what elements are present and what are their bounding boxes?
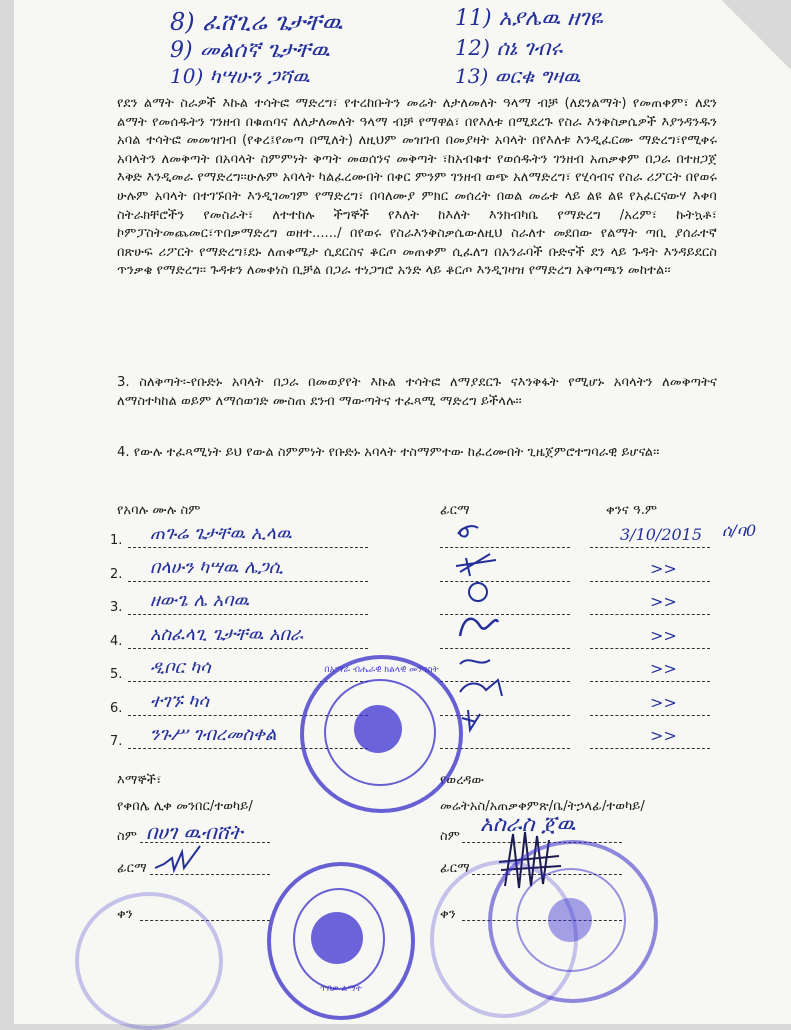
witnesses-heading: እማኞች፣ (117, 773, 162, 788)
member-date: >> (650, 659, 677, 678)
member-name: ንጉሥ ገብረመስቀል (150, 724, 277, 745)
member-date: >> (650, 592, 677, 611)
member-date-note: ሰ/ባ0 (722, 521, 757, 540)
member-name: ጠጉሬ ጌታቸዉ ኢላዉ (150, 523, 292, 544)
faint-seal-left (75, 892, 223, 1030)
member-number: 6. (110, 701, 123, 716)
member-name: በላሁን ካሣዉ ሌጋሲ (150, 557, 283, 578)
handwritten-name-9: 9) መልሰኛ ጌታቸዉ (170, 38, 330, 63)
member-date: >> (650, 726, 677, 745)
member-name: ተገኙ ካሳ (150, 691, 209, 712)
member-name-line (128, 648, 368, 649)
member-number: 5. (110, 667, 123, 682)
kebele-name-label: ስም (117, 829, 138, 844)
member-number: 1. (110, 533, 123, 548)
woreda-sign-label: ፊርማ (440, 861, 470, 876)
member-name: አስፈላጊ ጌታቸዉ አበራ (150, 624, 303, 645)
member-date: >> (650, 693, 677, 712)
member-number: 3. (110, 600, 123, 615)
woreda-office-label: መሬትአስ/አጠቃቀምጽ/ቤ/ትኃላፊ/ተወካይ/ (440, 799, 645, 814)
member-name-line (128, 614, 368, 615)
member-name-line (128, 547, 368, 548)
official-seal-center: በአማራ ብሔራዊ ክልላዊ መንግስት (300, 655, 463, 813)
official-seal-bottom: ጥበቃ ልማት (267, 862, 415, 1020)
member-date: >> (650, 559, 677, 578)
member-date: >> (650, 626, 677, 645)
official-seal-right (488, 840, 658, 1003)
kebele-signature-scribble (150, 840, 210, 880)
woreda-date-label: ቀን (440, 907, 456, 922)
woreda-name-label: ስም (440, 829, 461, 844)
section-3-penalty: 3. ስለቅጣት፡-የቡድኑ አባላት በጋራ በመወያየት እኩል ተሳትፎ ለማያደርጉ ናእንቅፋት የሚሆኑ አባላትን ለመቅጣትና ለማስተካከል ወይም ለማሰወገድ ሙስጠ ደንብ ማውጣትና ተፈጻሚ ማድረግ ይችላሉ፡፡ (117, 375, 717, 409)
header-member-name: የአባሉ ሙሉ ስም (117, 503, 201, 518)
handwritten-name-10: 10) ካሣሁን ጋሻዉ (170, 64, 310, 88)
body-paragraph: የደን ልማት ስራዎች እኩል ተሳትፎ ማድረግ፣ የተረከቡትን መሬት ለታለመለት ዓላማ ብቻ (ለደንልማት) የመጠቀም፣ ለደን ልማት የመሰዱትን ገንዘብ በቁጠባና ለለታለመለት ዓላማ ብቻ የማዋል፣ በየእለቱ በሚደረጉ የስራ እንቅስቃሴዎች እያንዳንዱን አባል ተሳትፎ መመዝገብ (የቀረ፤የመጣ በሚለት) ለዚህም መዝገብ በመያዛት አባላት በየእለቱ እንዲፈርሙ ማድረግ፣የሚቀሩ አባላትን ለመቅጣት በአባላት ስምምነት ቅጣት መወሰንና መቅጣት ፣ከአብቁተ የወሰዱትን ገንዘብ አጠቃቀም በጋራ በተዘጋጀ እቅድ እንዲመራ የማድረግ፡፡ሁሉም አባላት ካልፈረሙበት በቀር ምንም ገንዘብ ወጭ አለማድረግ፣ የሂሳብና የስራ ሪፖርት በየወሩ ሁሉም አባላት በተገኙበት እንዲገመገም የማድረግ፣ በባለሙያ ምክር መሰረት በወል መሬቱ ላይ ልዩ ልዩ የአፈርናውሃ እቀባ ስትራክቸሮችን የመስራት፣ ለተተከሉ ችግኞች የእለት ከእለት እንክብካቤ የማድረግ /አረም፣ ኩትኳቶ፣ ኮምፓስትመጨመር፣ጥበቃማድረግ ወዘተ....../ በየወሩ የስራእንቅስቃሴውለዚህ ስራለተ መደበው የልማት ጣቢ ያሰራተኛ በጽሁፍ ሪፖርት የማድረግ፤ደኑ ለጠቀሜታ ሲደርስና ቆርጦ መጠቀም ሲፈለግ በአንራባች ቡድኖች ደን ላይ ጉዳት እንዳይደርስ ጥንቃቄ የማድረግ፡፡ ጉዳቱን ለመቀነስ ቢቻል በጋራ ተነጋግሮ አንድ ላይ ቆርጦ እንዲገዛዝ የማድረግ አቅጣጫን መከተል፡፡ (117, 96, 717, 279)
member-name: ዘውጌ ሌ አባዉ (150, 590, 250, 611)
section-4-validity: 4. የውሉ ተፈጻሚነት ይህ የውል ስምምነት የቡድኑ አባላት ተስማምተው ከፈረሙበት ጊዜጀምሮተግባራዊ ይሆናል፡፡ (117, 445, 660, 460)
woreda-name-value: አስራስ ጀዉ (480, 812, 576, 837)
handwritten-name-12: 12) ሰኔ ገብሩ (455, 36, 563, 60)
woreda-heading: የወረዳው (440, 773, 485, 788)
member-date-line (590, 748, 710, 749)
header-date: ቀንና ዓ.ም (606, 503, 658, 518)
member-date: 3/10/2015 (620, 525, 703, 544)
kebele-chair-label: የቀበሌ ሊቀ መንበር/ተወካይ/ (117, 799, 253, 814)
kebele-name-value: በሀገ ዉብሸት (146, 820, 243, 844)
member-number: 2. (110, 567, 123, 582)
handwritten-name-8: 8) ፈሸጊሬ ጌታቸዉ (170, 8, 343, 36)
handwritten-name-13: 13) ወርቁ ግዛዉ (455, 64, 581, 88)
member-number: 4. (110, 634, 123, 649)
handwritten-name-11: 11) አያሌዉ ዘገዬ (455, 6, 603, 31)
member-number: 7. (110, 734, 123, 749)
member-name-line (128, 581, 368, 582)
kebele-sign-label: ፊርማ (117, 861, 147, 876)
member-signatures (450, 514, 630, 734)
member-name: ዲቦር ካሳ (150, 657, 211, 678)
kebele-date-label: ቀን (117, 907, 133, 922)
header-signature: ፊርማ (440, 503, 470, 518)
